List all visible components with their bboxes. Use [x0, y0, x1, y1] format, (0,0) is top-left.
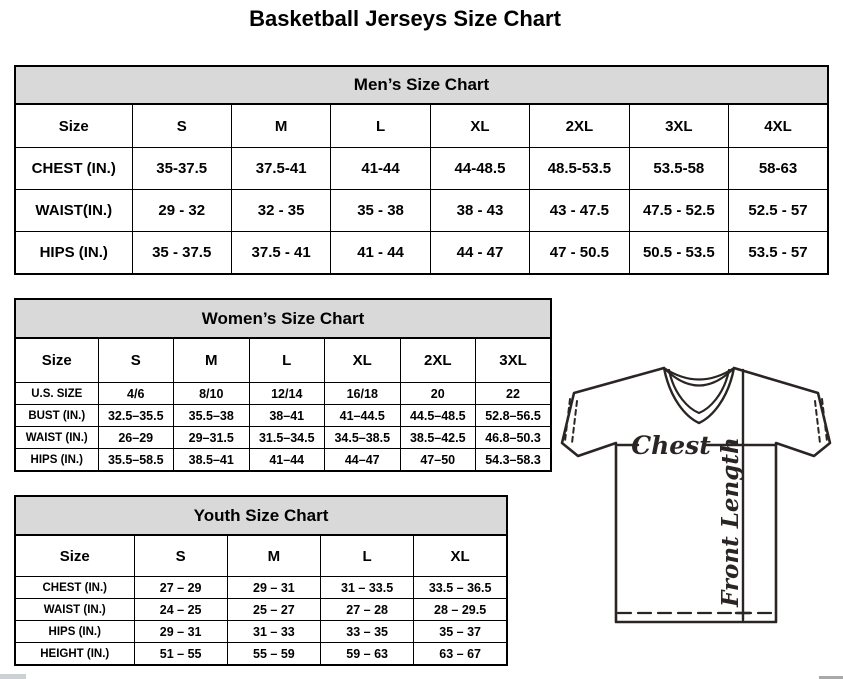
size-value-cell: 41-44: [331, 148, 430, 190]
size-value-cell: 53.5-58: [629, 148, 728, 190]
size-value-cell: 43 - 47.5: [530, 190, 629, 232]
size-value-cell: 55 – 59: [227, 643, 320, 666]
size-value-cell: 12/14: [249, 383, 325, 405]
size-value-cell: 31 – 33: [227, 621, 320, 643]
size-value-cell: 28 – 29.5: [414, 599, 507, 621]
column-header: M: [227, 535, 320, 577]
size-value-cell: 35-37.5: [132, 148, 231, 190]
column-header: XL: [430, 104, 529, 148]
column-header: Size: [15, 338, 98, 383]
size-value-cell: 46.8–50.3: [476, 427, 552, 449]
table-row: [15, 232, 828, 275]
row-label: HEIGHT (IN.): [15, 643, 134, 666]
horizontal-scrollbar-fragment-left[interactable]: [0, 674, 26, 679]
size-value-cell: 37.5-41: [231, 148, 330, 190]
size-value-cell: 29 – 31: [134, 621, 227, 643]
column-header: Size: [15, 535, 134, 577]
size-value-cell: 38.5–42.5: [400, 427, 476, 449]
size-value-cell: 35 – 37: [414, 621, 507, 643]
size-value-cell: 8/10: [174, 383, 250, 405]
row-label: HIPS (IN.): [15, 449, 98, 472]
size-value-cell: 25 – 27: [227, 599, 320, 621]
table-row: [15, 577, 507, 599]
size-value-cell: 26–29: [98, 427, 174, 449]
size-value-cell: 35.5–58.5: [98, 449, 174, 472]
column-header: L: [249, 338, 325, 383]
row-label: U.S. SIZE: [15, 383, 98, 405]
youth-chart-title: Youth Size Chart: [15, 496, 507, 535]
column-header: XL: [414, 535, 507, 577]
column-header: S: [134, 535, 227, 577]
size-value-cell: 59 – 63: [321, 643, 414, 666]
column-header: 2XL: [400, 338, 476, 383]
row-label: WAIST(IN.): [15, 190, 132, 232]
size-value-cell: 4/6: [98, 383, 174, 405]
size-value-cell: 22: [476, 383, 552, 405]
size-value-cell: 35 - 38: [331, 190, 430, 232]
table-row: [15, 643, 507, 666]
size-value-cell: 53.5 - 57: [729, 232, 828, 275]
size-value-cell: 44.5–48.5: [400, 405, 476, 427]
column-header: 4XL: [729, 104, 828, 148]
size-value-cell: 52.8–56.5: [476, 405, 552, 427]
jersey-outline-shape: [562, 368, 830, 622]
table-row: [15, 599, 507, 621]
size-value-cell: 32.5–35.5: [98, 405, 174, 427]
column-header: Size: [15, 104, 132, 148]
column-header: M: [174, 338, 250, 383]
table-row: [15, 405, 551, 427]
table-row: [15, 383, 551, 405]
size-value-cell: 38.5–41: [174, 449, 250, 472]
table-row: [15, 190, 828, 232]
table-row: [15, 449, 551, 472]
size-value-cell: 38–41: [249, 405, 325, 427]
size-value-cell: 35 - 37.5: [132, 232, 231, 275]
column-header: 2XL: [530, 104, 629, 148]
size-value-cell: 27 – 29: [134, 577, 227, 599]
size-value-cell: 29–31.5: [174, 427, 250, 449]
size-value-cell: 63 – 67: [414, 643, 507, 666]
size-value-cell: 34.5–38.5: [325, 427, 401, 449]
size-value-cell: 47 - 50.5: [530, 232, 629, 275]
row-label: BUST (IN.): [15, 405, 98, 427]
table-row: [15, 621, 507, 643]
column-header: 3XL: [629, 104, 728, 148]
row-label: WAIST (IN.): [15, 599, 134, 621]
column-header: L: [321, 535, 414, 577]
size-value-cell: 54.3–58.3: [476, 449, 552, 472]
womens-chart-title: Women’s Size Chart: [15, 299, 551, 338]
size-value-cell: 44–47: [325, 449, 401, 472]
size-value-cell: 44-48.5: [430, 148, 529, 190]
size-value-cell: 29 – 31: [227, 577, 320, 599]
size-value-cell: 37.5 - 41: [231, 232, 330, 275]
size-value-cell: 20: [400, 383, 476, 405]
size-value-cell: 35.5–38: [174, 405, 250, 427]
size-value-cell: 29 - 32: [132, 190, 231, 232]
size-value-cell: 32 - 35: [231, 190, 330, 232]
row-label: CHEST (IN.): [15, 577, 134, 599]
size-value-cell: 58-63: [729, 148, 828, 190]
column-header: L: [331, 104, 430, 148]
womens-size-table: [14, 298, 552, 472]
column-header: 3XL: [476, 338, 552, 383]
size-value-cell: 51 – 55: [134, 643, 227, 666]
size-value-cell: 41 - 44: [331, 232, 430, 275]
size-value-cell: 31 – 33.5: [321, 577, 414, 599]
mens-size-table: [14, 65, 829, 275]
size-value-cell: 24 – 25: [134, 599, 227, 621]
page-title: Basketball Jerseys Size Chart: [249, 6, 561, 31]
youth-size-table: [14, 495, 508, 666]
size-value-cell: 31.5–34.5: [249, 427, 325, 449]
row-label: CHEST (IN.): [15, 148, 132, 190]
front-length-label: Front Length: [717, 437, 744, 607]
size-value-cell: 44 - 47: [430, 232, 529, 275]
chest-label: Chest: [631, 431, 711, 460]
column-header: XL: [325, 338, 401, 383]
table-row: [15, 148, 828, 190]
row-label: HIPS (IN.): [15, 621, 134, 643]
mens-chart-title: Men’s Size Chart: [15, 66, 828, 104]
row-label: HIPS (IN.): [15, 232, 132, 275]
size-value-cell: 50.5 - 53.5: [629, 232, 728, 275]
column-header: S: [98, 338, 174, 383]
size-value-cell: 33 – 35: [321, 621, 414, 643]
size-value-cell: 52.5 - 57: [729, 190, 828, 232]
size-value-cell: 48.5-53.5: [530, 148, 629, 190]
size-value-cell: 38 - 43: [430, 190, 529, 232]
row-label: WAIST (IN.): [15, 427, 98, 449]
size-value-cell: 47.5 - 52.5: [629, 190, 728, 232]
size-value-cell: 41–44: [249, 449, 325, 472]
size-value-cell: 33.5 – 36.5: [414, 577, 507, 599]
table-row: [15, 427, 551, 449]
size-value-cell: 27 – 28: [321, 599, 414, 621]
size-value-cell: 47–50: [400, 449, 476, 472]
column-header: S: [132, 104, 231, 148]
jersey-measurement-diagram: [556, 355, 838, 655]
size-value-cell: 16/18: [325, 383, 401, 405]
collar-back-arc-inner: [666, 370, 732, 386]
column-header: M: [231, 104, 330, 148]
size-value-cell: 41–44.5: [325, 405, 401, 427]
